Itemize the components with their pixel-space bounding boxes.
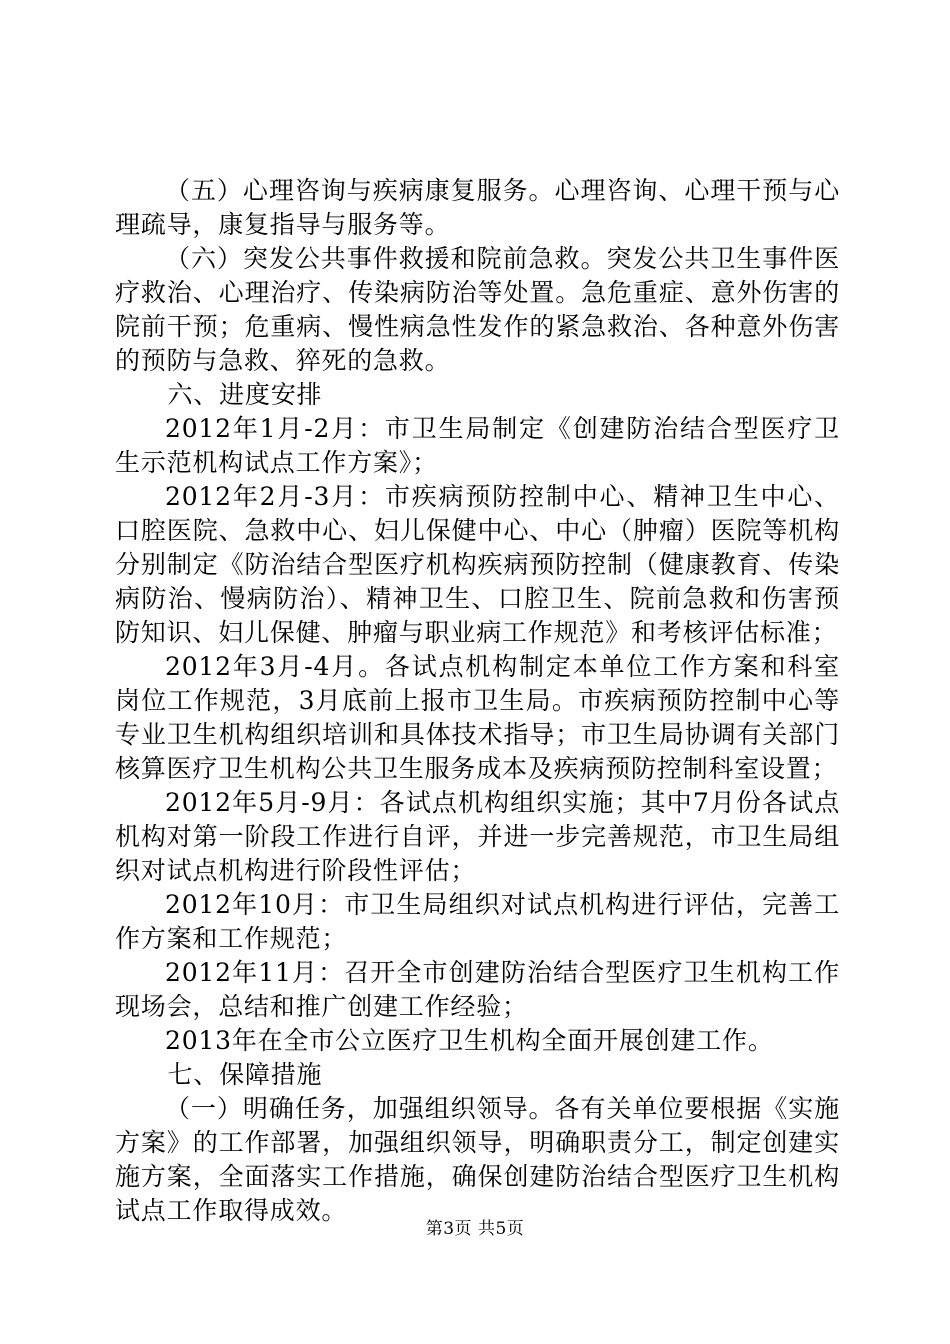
schedule-item-may-sep: 2012年5月-9月：各试点机构组织实施；其中7月份各试点机构对第一阶段工作进行自评，并进一步完善规范，市卫生局组织对试点机构进行阶段性评估； (115, 788, 840, 885)
schedule-item-2013: 2013年在全市公立医疗卫生机构全面开展创建工作。 (165, 1026, 774, 1055)
document-body (115, 174, 840, 1228)
paragraph-psych-services: （五）心理咨询与疾病康复服务。心理咨询、心理干预与心理疏导，康复指导与服务等。 (115, 176, 840, 239)
paragraph-emergency-rescue: （六）突发公共事件救援和院前急救。突发公共卫生事件医疗救治、心理治疗、传染病防治等处置。急危重症、意外伤害的院前干预；危重病、慢性病急性发作的紧急救治、各种意外伤害的预防与急救、猝死的急救。 (115, 244, 840, 375)
section-heading-schedule: 六、进度安排 (167, 380, 323, 409)
schedule-item-jan-feb: 2012年1月-2月：市卫生局制定《创建防治结合型医疗卫生示范机构试点工作方案》； (115, 414, 840, 477)
schedule-item-nov: 2012年11月：召开全市创建防治结合型医疗卫生机构工作现场会，总结和推广创建工作经验； (115, 958, 840, 1021)
section-heading-safeguards: 七、保障措施 (167, 1060, 323, 1089)
paragraph-organization-leadership: （一）明确任务，加强组织领导。各有关单位要根据《实施方案》的工作部署，加强组织领导，明确职责分工，制定创建实施方案，全面落实工作措施，确保创建防治结合型医疗卫生机构试点工作取得成效。 (115, 1094, 840, 1225)
schedule-item-mar-apr: 2012年3月-4月。各试点机构制定本单位工作方案和科室岗位工作规范，3月底前上报市卫生局。市疾病预防控制中心等专业卫生机构组织培训和具体技术指导；市卫生局协调有关部门核算医疗卫生机构公共卫生服务成本及疾病预防控制科室设置； (115, 652, 840, 783)
page-footer: 第3页 共5页 (425, 1219, 525, 1239)
schedule-item-feb-mar: 2012年2月-3月：市疾病预防控制中心、精神卫生中心、口腔医院、急救中心、妇儿保健中心、中心（肿瘤）医院等机构分别制定《防治结合型医疗机构疾病预防控制（健康教育、传染病防治、慢病防治）、精神卫生、口腔卫生、院前急救和伤害预防知识、妇儿保健、肿瘤与职业病工作规范》和考核评估标准； (115, 482, 840, 647)
schedule-item-oct: 2012年10月：市卫生局组织对试点机构进行评估，完善工作方案和工作规范； (115, 890, 840, 953)
